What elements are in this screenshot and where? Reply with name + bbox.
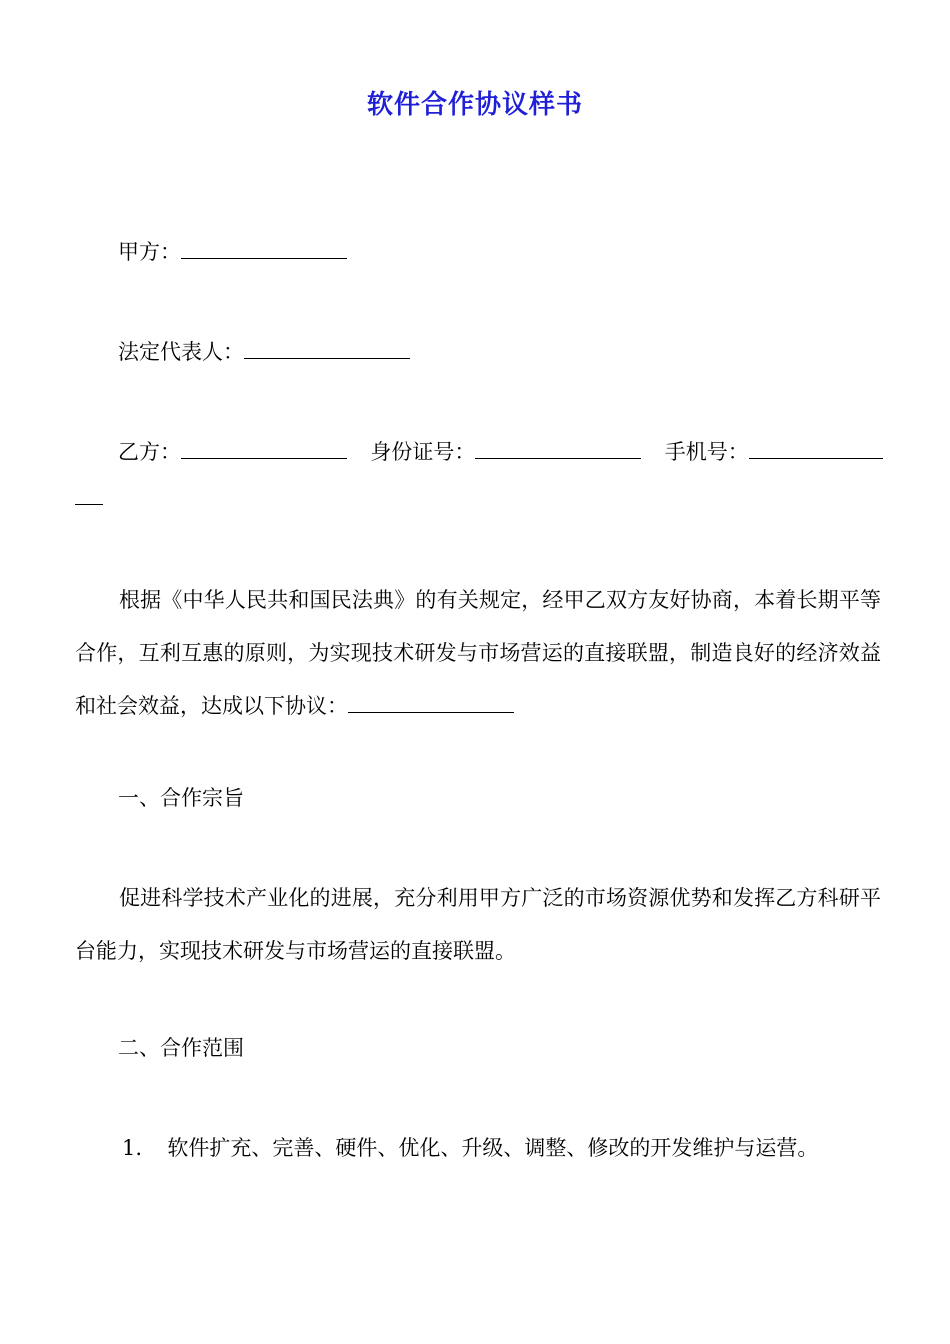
phone-blank <box>749 438 883 459</box>
party-a-line <box>118 238 347 266</box>
section1-heading: 一、合作宗旨 <box>118 786 244 810</box>
phone-label: 手机号： <box>664 440 749 464</box>
legal-rep-label: 法定代表人： <box>118 340 244 364</box>
intro-paragraph <box>75 574 881 733</box>
party-a-blank <box>181 238 347 259</box>
party-b-blank <box>181 438 347 459</box>
section2-heading: 二、合作范围 <box>118 1036 244 1060</box>
item1-number: 1. <box>122 1136 143 1160</box>
list-item <box>122 1134 818 1162</box>
party-b-line <box>118 438 883 466</box>
section1-text: 促进科学技术产业化的进展，充分利用甲方广泛的市场资源优势和发挥乙方科研平台能力，实现技术研发与市场营运的直接联盟。 <box>75 886 881 963</box>
document-title: 软件合作协议样书 <box>366 90 583 120</box>
id-number-blank <box>475 438 641 459</box>
id-number-label: 身份证号： <box>370 440 476 464</box>
phone-blank-tail <box>75 484 103 505</box>
legal-rep-line <box>118 338 410 366</box>
party-a-label: 甲方： <box>118 240 181 264</box>
item1-text: 软件扩充、完善、硬件、优化、升级、调整、修改的开发维护与运营。 <box>167 1136 819 1160</box>
phone-blank-continued <box>75 484 103 512</box>
party-b-label: 乙方： <box>118 440 181 464</box>
intro-blank <box>348 692 514 713</box>
section1-paragraph <box>75 872 881 978</box>
legal-rep-blank <box>244 338 410 359</box>
intro-text: 根据《中华人民共和国民法典》的有关规定，经甲乙双方友好协商，本着长期平等合作，互利互惠的原则，为实现技术研发与市场营运的直接联盟，制造良好的经济效益和社会效益，达成以下协议： <box>75 588 881 718</box>
